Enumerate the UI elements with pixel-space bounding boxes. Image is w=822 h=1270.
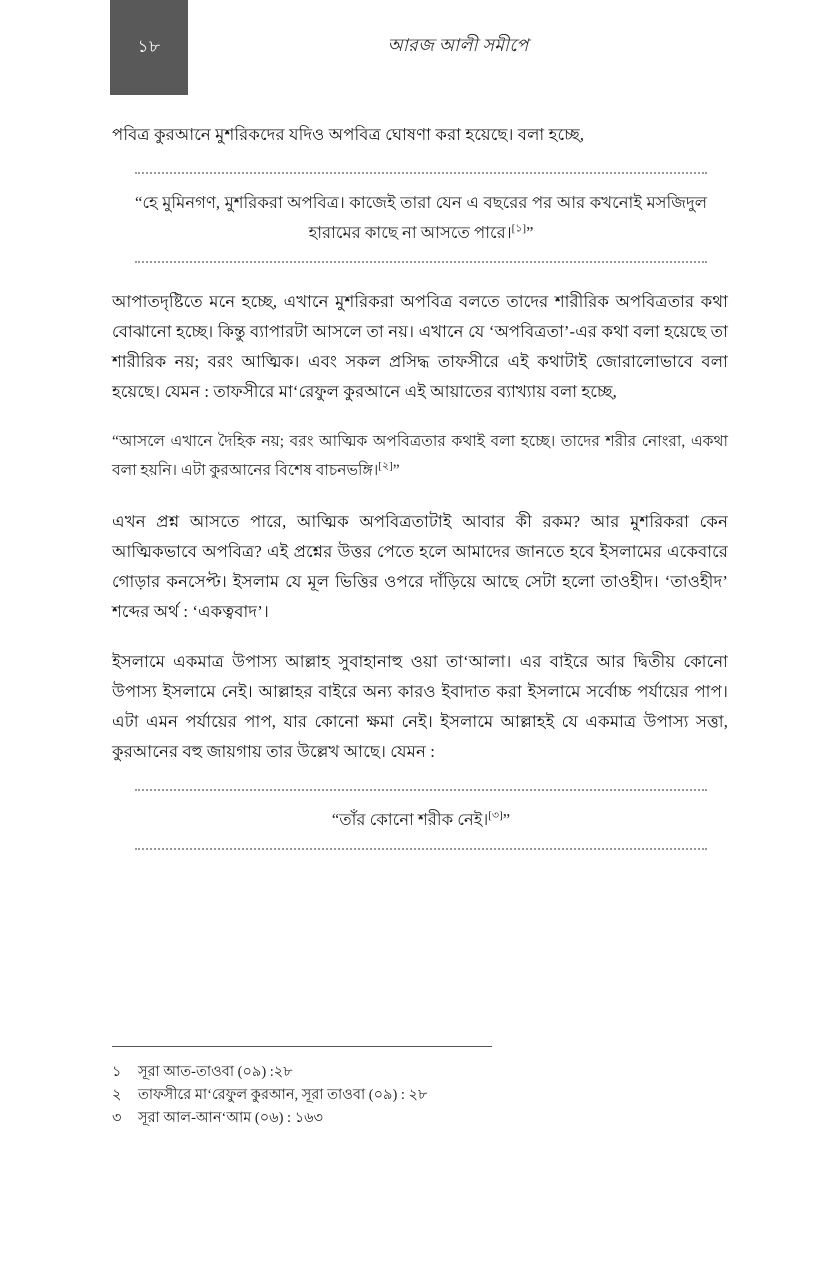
- footnote-item: [112, 1084, 728, 1107]
- quote-2-close: ”: [392, 462, 400, 479]
- quote-1-close: ”: [526, 223, 534, 242]
- page-content: [112, 120, 728, 874]
- footnote-text: সূরা আল-আন‘আম (০৬) : ১৬৩: [138, 1110, 323, 1126]
- running-title: আরজ আলী সমীপে: [387, 35, 529, 55]
- footnote-marker: ৩: [112, 1110, 122, 1126]
- footnote-text: সূরা আত-তাওবা (০৯) :২৮: [138, 1064, 293, 1080]
- footnote-marker: ১: [112, 1064, 122, 1080]
- quote-2-body: “আসলে এখানে দৈহিক নয়; বরং আত্মিক অপবিত্রতার কথাই বলা হচ্ছে। তাদের শরীর নোংরা, একথা বলা হয়নি। এটা কুরআনের বিশেষ বাচনভঙ্গি।: [112, 433, 728, 479]
- quote-3-close: ”: [502, 810, 511, 829]
- pull-quote-1-text: [135, 188, 707, 248]
- paragraph-4: ইসলামে একমাত্র উপাস্য আল্লাহ সুবাহানাহু ওয়া তা‘আলা। এর বাইরে আর দ্বিতীয় কোনো উপাস্য ইসলামে নেই। আল্লাহর বাইরে অন্য কারও ইবাদাত করা ইসলামে সর্বোচ্চ পর্যায়ের পাপ। এটা এমন পর্যায়ের পাপ, যার কোনো ক্ষমা নেই। ইসলামে আল্লাহই যে একমাত্র উপাস্য সত্তা, কুরআনের বহু জায়গায় তার উল্লেখ আছে। যেমন :: [112, 652, 728, 761]
- footnote-marker: ২: [112, 1087, 122, 1103]
- quote-1-body: “হে মুমিনগণ, মুশরিকরা অপবিত্র। কাজেই তারা যেন এ বছরের পর আর কখনোই মসজিদুল হারামের কাছে না আসতে পারে।: [135, 193, 707, 242]
- pull-quote-3: [135, 789, 707, 850]
- footnote-ref-3[interactable]: [৩]: [488, 809, 503, 822]
- folio-box: [110, 0, 188, 95]
- footnote-ref-2[interactable]: [২]: [378, 459, 393, 472]
- footnote-separator: [112, 1046, 492, 1047]
- quote-3-body: “তাঁর কোনো শরীক নেই।: [331, 810, 489, 829]
- footnote-item: [112, 1107, 728, 1130]
- footnote-ref-1[interactable]: [১]: [511, 222, 527, 235]
- footnote-text: তাফসীরে মা‘রেফুল কুরআন, সূরা তাওবা (০৯) : ২৮: [138, 1087, 428, 1103]
- inline-quote-2: [112, 427, 728, 485]
- pull-quote-1: [135, 172, 707, 263]
- page-header: [0, 0, 822, 96]
- paragraph-3: এখন প্রশ্ন আসতে পারে, আত্মিক অপবিত্রতাটাই আবার কী রকম? আর মুশরিকরা কেন আত্মিকভাবে অপবিত্র? এই প্রশ্নের উত্তর পেতে হলে আমাদের জানতে হবে ইসলামের একেবারে গোড়ার কনসেপ্ট। ইসলাম যে মূল ভিত্তির ওপরে দাঁড়িয়ে আছে সেটা হলো তাওহীদ। ‘তাওহীদ’ শব্দের অর্থ : ‘একত্ববাদ’।: [112, 512, 728, 621]
- paragraph-1: পবিত্র কুরআনে মুশরিকদের যদিও অপবিত্র ঘোষণা করা হয়েছে। বলা হচ্ছে,: [112, 125, 585, 144]
- page-number: ১৮: [137, 36, 161, 56]
- footnote-list: [112, 1061, 728, 1130]
- pull-quote-3-text: [135, 805, 707, 835]
- paragraph-2: আপাতদৃষ্টিতে মনে হচ্ছে, এখানে মুশরিকরা অপবিত্র বলতে তাদের শারীরিক অপবিত্রতার কথা বোঝানো হচ্ছে। কিন্তু ব্যাপারটা আসলে তা নয়। এখানে যে ‘অপবিত্রতা’-এর কথা বলা হয়েছে তা শারীরিক নয়; বরং আত্মিক। এবং সকল প্রসিদ্ধ তাফসীরে এই কথাটাই জোরালোভাবে বলা হয়েছে। যেমন : তাফসীরে মা‘রেফুল কুরআনে এই আয়াতের ব্যাখ্যায় বলা হচ্ছে,: [112, 292, 728, 401]
- footnote-item: [112, 1061, 728, 1084]
- footnotes-section: [112, 1046, 728, 1130]
